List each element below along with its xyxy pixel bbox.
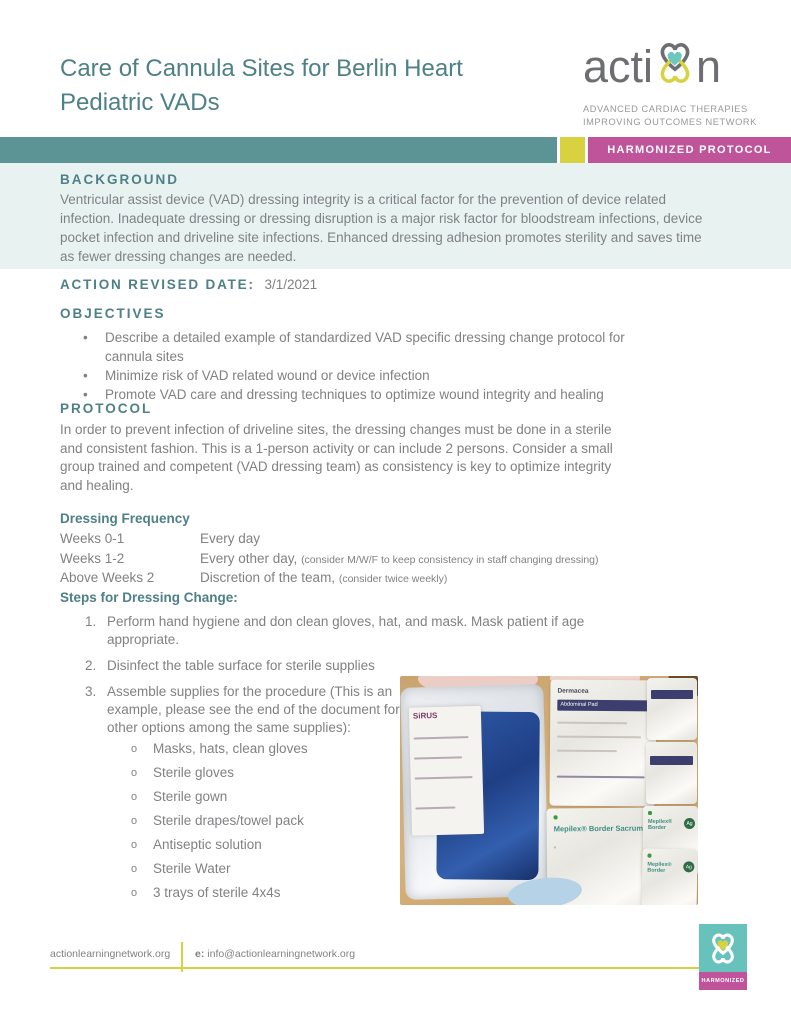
harmonized-badge-label: HARMONIZED [699,972,747,990]
frequency-period: Weeks 1-2 [60,550,125,566]
step-item [85,657,605,675]
background-heading: BACKGROUND [60,172,179,187]
revised-date-row [60,277,317,292]
footer-email-address: info@actionlearningnetwork.org [207,948,356,960]
step-text: Perform hand hygiene and don clean gloves, hat, and mask. Mask patient if age appropriate. [107,614,585,647]
protocol-body: In order to prevent infection of driveline sites, the dressing changes must be done in a sterile and consistent fashion. This is a 1-person activity or can include 2 persons. Consider a small group trained and competent (VAD dressing team) as consistency is key to optimize integrity and healing. [60,422,613,493]
supply-item: o Masks, hats, clean gloves [85,742,605,756]
ag-brand-label: Mepilex® Border [647,861,672,874]
banner-bar [0,137,791,163]
frequency-note: (consider M/W/F to keep consistency in staff changing dressing) [301,553,599,566]
step-number: 2. [85,658,97,673]
tagline-line1: ADVANCED CARDIAC THERAPIES [583,104,748,114]
tagline-line2: IMPROVING OUTCOMES NETWORK [583,117,757,127]
supplies-photo [400,676,698,905]
gown-brand-label: SiRUS [412,710,438,721]
frequency-period: Above Weeks 2 [60,570,155,585]
objectives-heading: OBJECTIVES [60,306,166,321]
supply-item: o Sterile drapes/towel pack [85,814,605,828]
frequency-row [60,530,599,550]
objectives-section [60,306,660,404]
banner-teal-segment [0,137,557,163]
steps-heading: Steps for Dressing Change: [60,590,238,605]
ag-badge: Ag [683,861,694,872]
frequency-period: Weeks 0-1 [60,531,125,546]
ag-badge: Ag [684,818,695,829]
action-logo-suffix: n [696,41,722,92]
footer-email [195,948,355,960]
protocol-heading: PROTOCOL [60,401,153,416]
footer-website: actionlearningnetwork.org [50,948,171,960]
action-logo-tagline [583,103,758,129]
photo-mepilex-ag-pack [641,849,697,905]
objectives-list [60,328,660,404]
supply-item: o 3 trays of sterile 4x4s [85,886,605,900]
step-number: 1. [85,614,97,629]
page-title-line2: Pediatric VADs [60,89,220,116]
supply-item: o Antiseptic solution [85,838,605,852]
frequency-value: Every day [200,531,261,546]
background-body: Ventricular assist device (VAD) dressing integrity is a critical factor for the prevention of device related infection. Inadequate dressing or dressing disruption is a major risk factor for bloodstream infections, device pocket infection and driveline site infections. Enhanced dressing adhesion promotes sterility and saves time as fewer dressing changes are needed. [60,192,703,264]
revised-date-value: 3/1/2021 [264,277,318,292]
revised-date-label: ACTION REVISED DATE: [60,277,255,292]
harmonized-badge-icon [699,924,747,972]
protocol-section [60,401,628,495]
page-title [60,52,463,120]
pad-brand-label: Dermacea [557,687,589,695]
step-number: 3. [85,684,97,699]
sacrum-brand-label: Mepilex® Border Sacrum [553,823,644,834]
background-section [0,163,791,269]
photo-gauze-pack [646,742,697,804]
footer-email-label: e: [195,948,205,960]
hearts-o-icon [653,36,696,98]
frequency-row [60,550,599,570]
page-title-line1: Care of Cannula Sites for Berlin Heart [60,55,463,82]
action-logo-word [583,36,758,98]
supply-item: o Sterile Water [85,862,605,876]
ag-brand-label: Mepilex® Border [648,819,673,831]
footer-rule [50,967,699,969]
photo-gauze-pack [647,678,697,740]
photo-gown-bag [400,684,549,900]
objective-item: • Describe a detailed example of standardized VAD specific dressing change protocol for cannula sites [60,328,635,366]
step-text: Disinfect the table surface for sterile supplies [107,658,375,673]
supply-item: o Sterile gloves [85,766,605,780]
banner-yellow-segment [560,137,585,163]
step-item [85,613,605,649]
objective-item: • Minimize risk of VAD related wound or device infection [60,366,635,385]
action-logo-prefix: acti [583,41,654,92]
frequency-note: (consider twice weekly) [338,573,448,585]
harmonized-protocol-badge: HARMONIZED PROTOCOL [588,137,791,163]
pad-name-label: Abdominal Pad [560,701,598,708]
action-logo [583,36,758,129]
frequency-value: Discretion of the team, (consider twice weekly) [200,570,448,585]
objective-item: • Promote VAD care and dressing techniques to optimize wound integrity and healing [60,385,635,404]
dressing-frequency-section [60,511,599,589]
frequency-row [60,569,599,589]
photo-abdominal-pad-pack [549,680,656,807]
dressing-frequency-heading: Dressing Frequency [60,511,190,526]
supply-item: o Sterile gown [85,790,605,804]
frequency-value: Every other day, (consider M/W/F to keep consistency in staff changing dressing) [200,550,599,566]
step-text: Assemble supplies for the procedure (This is an example, please see the end of the document for other options among the same supplies): [107,684,400,735]
